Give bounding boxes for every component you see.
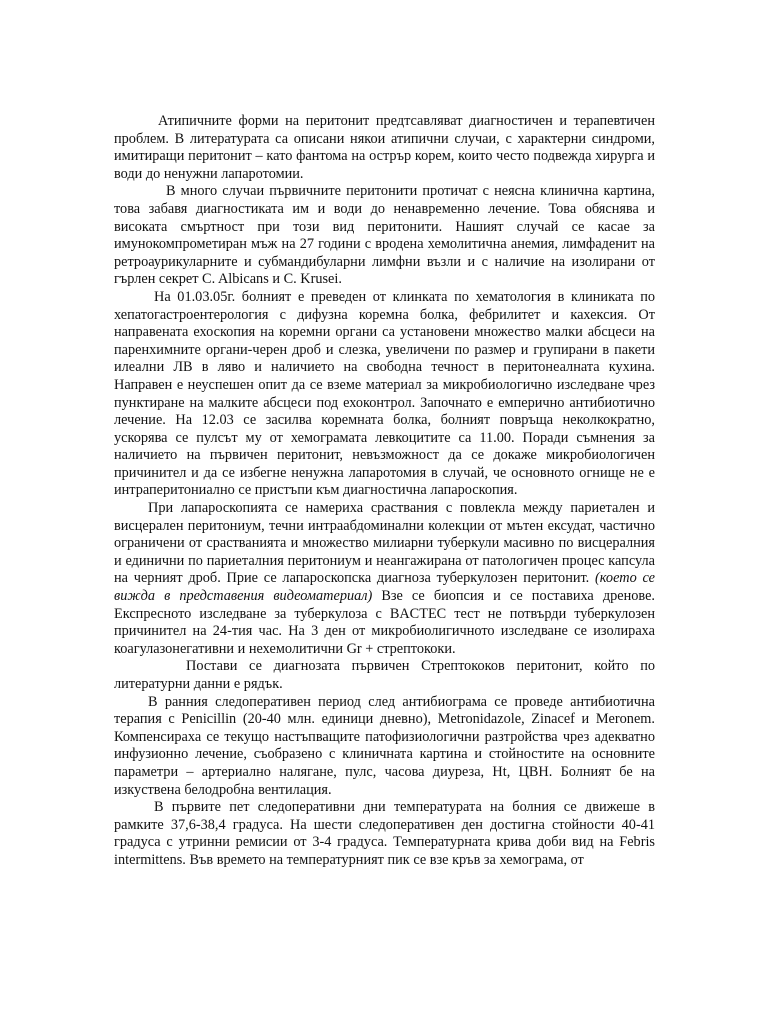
laparoscopy-text-continued: Взе се биопсия и се поставиха дренове. Експресното изследване за туберкулоза с BACTEC тест не потвърди туберкулозен причинител на 24-тия час. На 3 ден от микробиолигичното изследване се изолираха коагулазонегативни и нехемолитични Gr + стрептококи. xyxy=(114,588,655,657)
paragraph-diagnosis: Постави се диагнозата първичен Стрептококов перитонит, който по литературни данни е рядък. xyxy=(114,658,655,692)
laparoscopy-text: При лапароскопията се намериха сраствания с повлекла между париетален и висцерален перитониум, течни интраабдоминални колекции от мътен ексудат, частично ограничени от срастванията и множество милиарни туберкули масивно по висцералния и единични по париеталния перитониум и неангажирана от патологичен процес капсула на черният дроб. Прие се лапароскопска диагноза туберкулозен перитонит. xyxy=(114,500,655,587)
paragraph-atypical-forms: Атипичните форми на перитонит предтсавляват диагностичен и терапевтичен проблем. В литературата са описани някои атипични случаи, с характерни синдроми, имитиращи перитонит – като фантома на острър корем, които често подвежда хирурга и води до ненужни лапаротомии. xyxy=(114,113,655,182)
paragraph-primary-peritonitis: В много случаи първичните перитонити протичат с неясна клинична картина, това забавя диагностиката им и води до ненавременно лечение. Това обяснява и високата смъртност при този вид перитонити. Нашият случай се касае за имунокомпрометиран мъж на 27 години с вродена хемолитична анемия, лимфаденит на ретроаурикуларните и субмандибуларни лимфни възли и с наличие на изолирани от гърлен секрет C. Albicans и C. Krusei. xyxy=(114,183,655,288)
paragraph-case-history: На 01.03.05г. болният е преведен от клинката по хематология в клиниката по хепатогастроентерология с дифузна коремна болка, фебрилитет и кахексия. От направената ехоскопия на коремни органи са установени множество малки абсцеси на паренхимните органи-черен дроб и слезка, увеличени по размер и групирани в пакети илеални ЛВ в ляво и наличието на свободна течност в перитонеалната кухина. Направен е неуспешен опит да се вземе материал за микробиологично изследване чрез пунктиране на малките абсцеси под ехоконтрол. Започнато е емперично антибиотично лечение. На 12.03 се засилва коремната болка, болният повръща неколкократно, ускорява се пулсът му от хемограмата левкоцитите са 11.00. Поради съмнения за наличието на първичен перитонит, невъзможност да се докаже микробиологичен причинител и да се избегне ненужна лапаротомия в случай, че основното огнище не е интраперитониално се пристъпи към диагностична лапароскопия. xyxy=(114,288,655,499)
document-page xyxy=(114,113,655,870)
paragraph-laparoscopy xyxy=(114,500,655,658)
paragraph-temperature: В първите пет следоперативни дни температурата на болния се движеше в рамките 37,6-38,4 градуса. На шести следоперативен ден достигна стойности 40-41 градуса с утринни ремисии от 3-4 градуса. Температурната крива доби вид на Febris intermittens. Във времето на температурният пик се взе кръв за хемограма, от xyxy=(114,799,655,868)
paragraph-postoperative-therapy: В ранния следоперативен период след антибиограма се проведе антибиотична терапия с Penicillin (20-40 млн. единици дневно), Metronidazole, Zinacef и Meronem. Компенсираха се текущо настъпващите патофизиологични разтройства чрез адекватно инфузионно лечение, съобразено с клиничната картина и стойностите на основните параметри – артериално налягане, пулс, часова диуреза, Ht, ЦВН. Болният бе на изкуствена белодробна вентилация. xyxy=(114,693,655,798)
video-note: (което се вижда в представения видеоматериал) xyxy=(114,570,655,605)
